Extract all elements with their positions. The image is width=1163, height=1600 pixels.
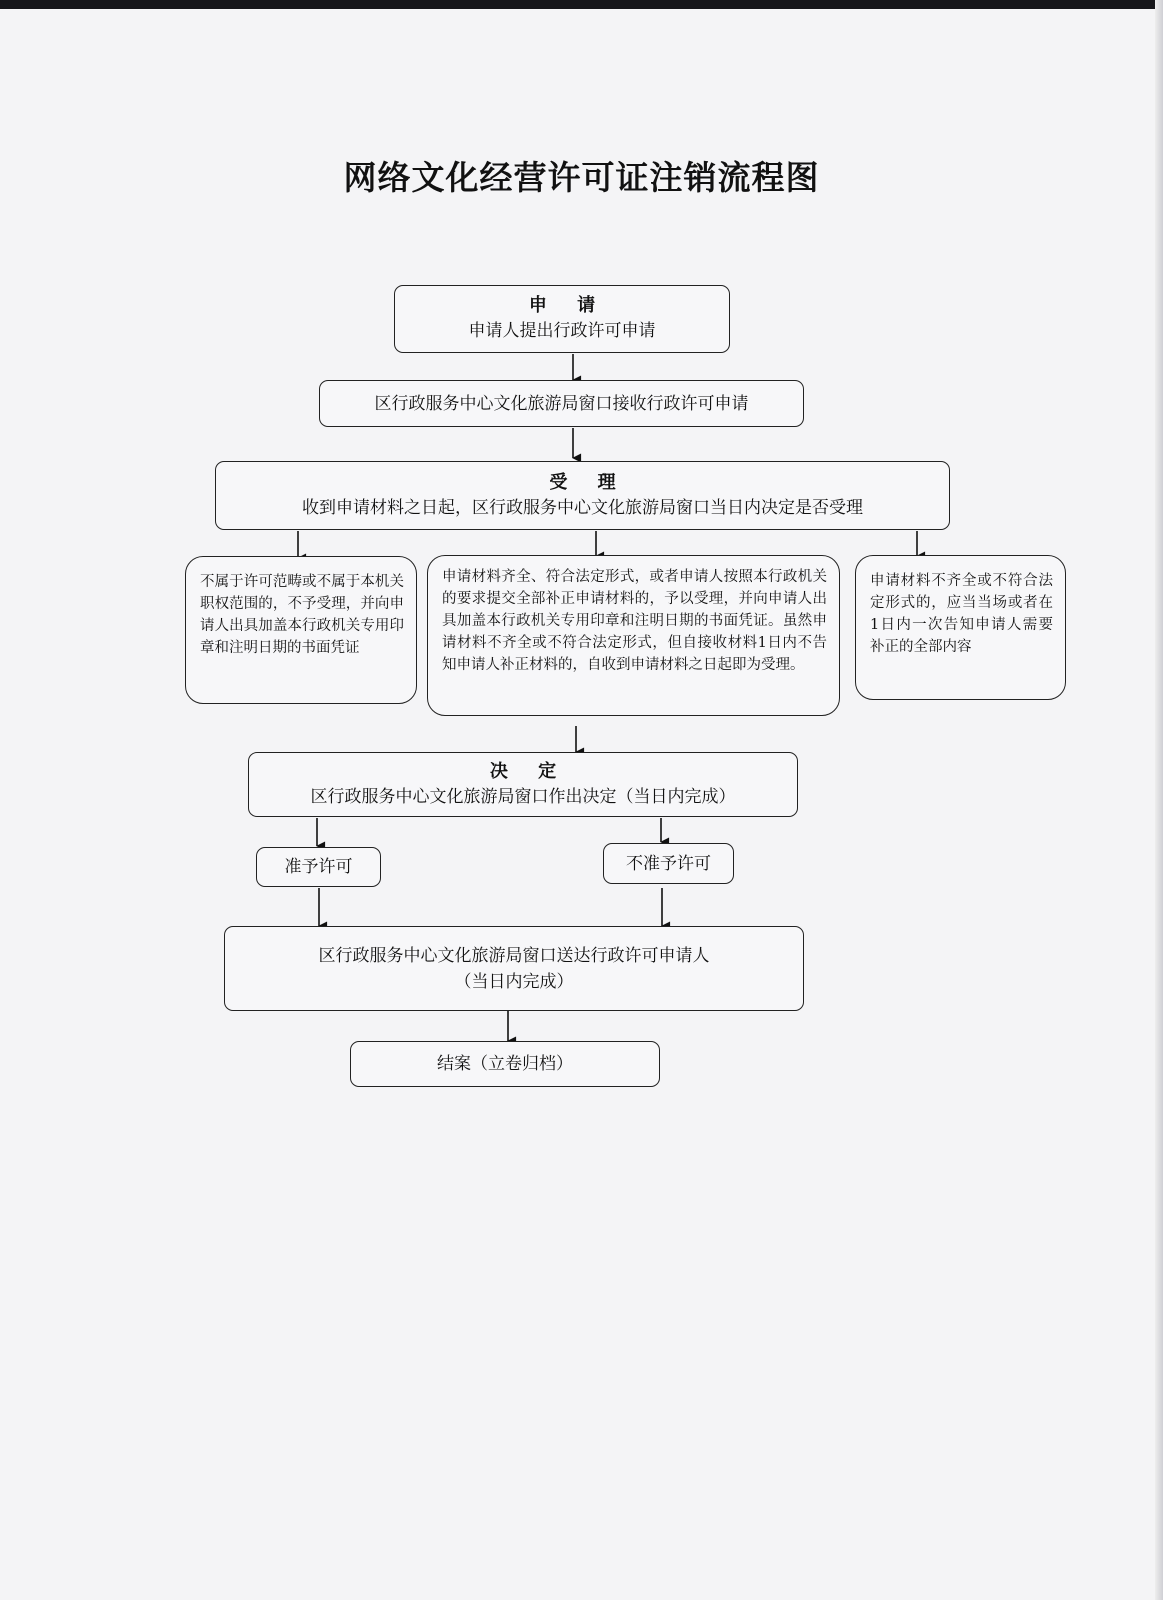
- node-grant-text: 准予许可: [284, 857, 353, 877]
- node-apply-heading: 申 请: [528, 295, 608, 316]
- node-close-text: 结案（立卷归档）: [437, 1054, 573, 1074]
- node-accepted-text: 申请材料齐全、符合法定形式，或者申请人按照本行政机关的要求提交全部补正申请材料的，予以受理，并向申请人出具加盖本行政机关专用印章和注明日期的书面凭证。虽然申请材料不齐全或不符合法定形式，但自接收材料1日内不告知申请人补正材料的，自收到申请材料之日起即为受理。: [442, 569, 827, 673]
- node-close: [350, 1041, 660, 1087]
- node-incomplete: [855, 555, 1066, 700]
- node-apply: [394, 285, 730, 353]
- node-reject-scope: [185, 556, 417, 704]
- node-grant: [256, 847, 381, 887]
- node-receive-text: 区行政服务中心文化旅游局窗口接收行政许可申请: [374, 393, 749, 414]
- node-accepted: [427, 555, 840, 716]
- node-accept-heading: 受 理: [549, 471, 628, 493]
- node-deliver-text2: （当日内完成）: [454, 971, 574, 992]
- node-incomplete-text: 申请材料不齐全或不符合法定形式的，应当当场或者在1日内一次告知申请人需要补正的全部内容: [870, 573, 1053, 655]
- node-deliver: [224, 926, 804, 1011]
- node-receive: [319, 380, 804, 427]
- node-deliver-text: 区行政服务中心文化旅游局窗口送达行政许可申请人: [318, 945, 710, 966]
- node-decide-text: 区行政服务中心文化旅游局窗口作出决定（当日内完成）: [310, 786, 736, 807]
- node-accept: [215, 461, 950, 530]
- node-decide: [248, 752, 798, 817]
- node-deny-text: 不准予许可: [626, 853, 711, 874]
- node-apply-text: 申请人提出行政许可申请: [468, 321, 656, 341]
- page-title: 网络文化经营许可证注销流程图: [343, 158, 820, 197]
- node-reject-scope-text: 不属于许可范畴或不属于本机关职权范围的，不予受理，并向申请人出具加盖本行政机关专用印章和注明日期的书面凭证: [200, 574, 404, 656]
- node-decide-heading: 决 定: [489, 760, 569, 782]
- node-accept-text: 收到申请材料之日起，区行政服务中心文化旅游局窗口当日内决定是否受理: [302, 497, 863, 518]
- node-deny: [603, 843, 734, 884]
